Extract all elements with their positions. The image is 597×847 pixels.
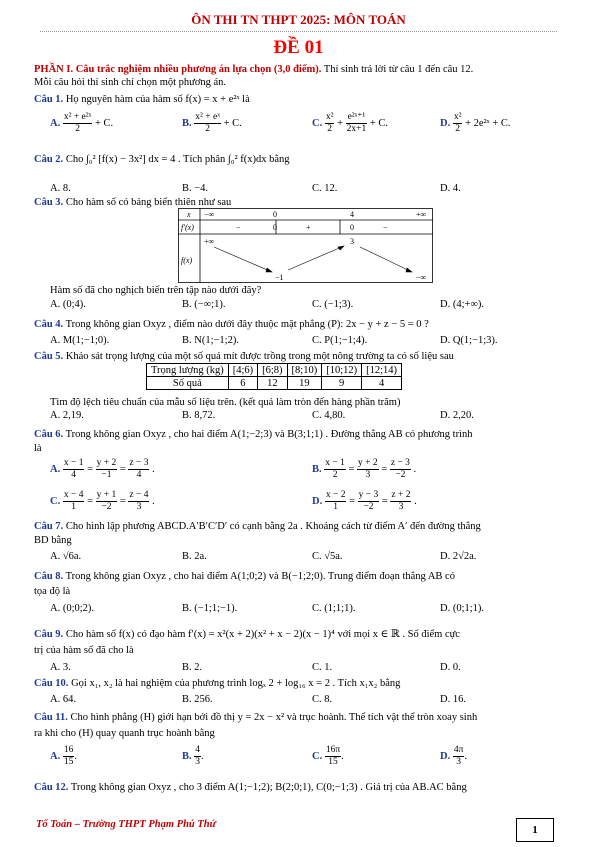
q6-option-b[interactable]: B. $\frac{x - 1}{2}$ = $\frac{y + 2}{3}$ = $\frac{z - 3}{-2}$ . — [312, 458, 417, 480]
svg-text:+∞: +∞ — [204, 237, 215, 246]
question-2: Câu 2. Cho ∫₀² [f(x) − 3x²] dx = 4 . Tích phân ∫₀² f(x)dx bằng — [34, 154, 290, 165]
question-3: Câu 3. Cho hàm số có bảng biến thiên như sau — [34, 197, 232, 208]
q9-option-b[interactable]: B. 2. — [182, 662, 203, 673]
svg-text:−: − — [236, 223, 241, 232]
question-11: Câu 11. Cho hình phẳng (H) giới hạn bởi đồ thị y = 2x − x² và trục hoành. Thể tích vật thể tròn xoay sinh — [34, 712, 478, 723]
q6-option-a[interactable]: A. $\frac{x - 1}{4}$ = $\frac{y + 2}{-1}$ = $\frac{z - 3}{4}$ . — [50, 458, 155, 480]
q1-option-a[interactable]: A. $\frac{\text{x² + e²ˣ}}{2}$ + C. — [50, 112, 114, 134]
q3-option-c[interactable]: C. (−1;3). — [312, 299, 354, 310]
q8-option-b[interactable]: B. (−1;1;−1). — [182, 603, 238, 614]
question-8-cont: tọa độ là — [34, 586, 71, 597]
question-4: Câu 4. Trong không gian Oxyz , điểm nào dưới đây thuộc mặt phẳng (P): 2x − y + z − 5 = 0 ? — [34, 319, 429, 330]
part1-instruction2: Mỗi câu hỏi thí sinh chỉ chọn một phương án. — [34, 77, 227, 88]
q8-option-a[interactable]: A. (0;0;2). — [50, 603, 95, 614]
part1-heading: PHẦN I. Câu trắc nghiệm nhiều phương án lựa chọn (3,0 điểm). Thí sinh trả lời từ câu 1 đến câu 12. — [34, 64, 474, 75]
variation-table — [178, 208, 433, 283]
svg-text:−∞: −∞ — [416, 273, 427, 282]
q1-option-b[interactable]: B. $\frac{\text{x² + eˣ}}{2}$ + C. — [182, 112, 242, 134]
q2-option-a[interactable]: A. 8. — [50, 183, 71, 194]
q7-option-d[interactable]: D. 2√2a. — [440, 551, 477, 562]
table-row: Trọng lượng (kg) [4;6) [6;8) [8;10) [10;12) [12;14) — [147, 364, 402, 377]
q11-option-d[interactable]: D. $\frac{4\pi}{3}$ . — [440, 745, 468, 767]
svg-text:−∞: −∞ — [204, 210, 215, 219]
q10-option-c[interactable]: C. 8. — [312, 694, 333, 705]
question-12: Câu 12. Trong không gian Oxyz , cho 3 điểm A(1;−1;2); B(2;0;1), C(0;−1;3) . Giá trị của AB.AC bằng — [34, 782, 467, 793]
q11-option-c[interactable]: C. $\frac{16\pi}{15}$ . — [312, 745, 344, 767]
q10-option-a[interactable]: A. 64. — [50, 694, 76, 705]
q4-option-a[interactable]: A. M(1;−1;0). — [50, 335, 110, 346]
footer-school: Tổ Toán – Trường THPT Phạm Phú Thứ — [36, 819, 216, 830]
q9-option-c[interactable]: C. 1. — [312, 662, 333, 673]
q9-option-a[interactable]: A. 3. — [50, 662, 71, 673]
question-11-cont: ra khi cho (H) quay quanh trục hoành bằng — [34, 728, 215, 739]
q2-option-c[interactable]: C. 12. — [312, 183, 338, 194]
question-5: Câu 5. Khảo sát trọng lượng của một số quả mít được trồng trong một nông trường ta có số liệu sau — [34, 351, 454, 362]
table-row: Số quả 6 12 19 9 4 — [147, 377, 402, 390]
question-9-cont: trị của hàm số đã cho là — [34, 645, 134, 656]
svg-text:x: x — [187, 210, 191, 219]
q9-option-d[interactable]: D. 0. — [440, 662, 461, 673]
q6-option-c[interactable]: C. $\frac{x - 4}{1}$ = $\frac{y + 1}{-2}$ = $\frac{z - 4}{3}$ . — [50, 490, 155, 512]
svg-text:f′(x): f′(x) — [181, 223, 194, 232]
q5-option-a[interactable]: A. 2,19. — [50, 410, 84, 421]
q3-option-a[interactable]: A. (0;4). — [50, 299, 86, 310]
question-7-cont: BD bằng — [34, 535, 72, 546]
question-3-prompt: Hàm số đã cho nghịch biến trên tập nào dưới đây? — [50, 285, 262, 296]
question-6: Câu 6. Trong không gian Oxyz , cho hai điểm A(1;−2;3) và B(3;1;1) . Đường thẳng AB có phương trình — [34, 429, 473, 440]
q6-option-d[interactable]: D. $\frac{x - 2}{1}$ = $\frac{y - 3}{-2}$ = $\frac{z + 2}{3}$ . — [312, 490, 417, 512]
svg-text:4: 4 — [350, 210, 354, 219]
q11-option-a[interactable]: A. $\frac{16}{15}$ . — [50, 745, 77, 767]
svg-text:−1: −1 — [275, 273, 284, 282]
q7-option-c[interactable]: C. √5a. — [312, 551, 343, 562]
q10-option-d[interactable]: D. 16. — [440, 694, 466, 705]
exam-number: ĐỀ 01 — [273, 37, 324, 58]
svg-text:f(x): f(x) — [181, 256, 193, 265]
svg-text:+∞: +∞ — [416, 210, 427, 219]
question-9: Câu 9. Cho hàm số f(x) có đạo hàm f′(x) = x²(x + 2)(x² + x − 2)(x − 1)⁴ với mọi x ∈ ℝ . Số điểm cực — [34, 629, 460, 640]
question-10: Câu 10. Gọi x₁, x₂ là hai nghiệm của phương trình logₓ 2 + log₁₆ x = 2 . Tích x₁x₂ bằng — [34, 678, 401, 689]
q1-option-d[interactable]: D. $\frac{\text{x²}}{2}$ + 2e²ˣ + C. — [440, 112, 511, 134]
svg-text:3: 3 — [350, 237, 354, 246]
q11-option-b[interactable]: B. $\frac{4}{3}$ . — [182, 745, 204, 767]
page-number: 1 — [516, 818, 554, 842]
q4-option-d[interactable]: D. Q(1;−1;3). — [440, 335, 498, 346]
frequency-table — [146, 363, 402, 390]
q5-option-b[interactable]: B. 8,72. — [182, 410, 216, 421]
svg-text:0: 0 — [350, 223, 354, 232]
q8-option-d[interactable]: D. (0;1;1). — [440, 603, 485, 614]
svg-text:0: 0 — [273, 223, 277, 232]
q4-option-b[interactable]: B. N(1;−1;2). — [182, 335, 239, 346]
question-7: Câu 7. Cho hình lập phương ABCD.A′B′C′D′ có cạnh bằng 2a . Khoảng cách từ điểm A′ đến đường thẳng — [34, 521, 481, 532]
question-6-cont: là — [34, 443, 42, 454]
header-divider — [40, 31, 557, 32]
svg-text:0: 0 — [273, 210, 277, 219]
q5-option-d[interactable]: D. 2,20. — [440, 410, 474, 421]
svg-text:−: − — [383, 223, 388, 232]
q3-option-d[interactable]: D. (4;+∞). — [440, 299, 485, 310]
q4-option-c[interactable]: C. P(1;−1;4). — [312, 335, 368, 346]
q10-option-b[interactable]: B. 256. — [182, 694, 213, 705]
q3-option-b[interactable]: B. (−∞;1). — [182, 299, 226, 310]
q8-option-c[interactable]: C. (1;1;1). — [312, 603, 356, 614]
question-8: Câu 8. Trong không gian Oxyz , cho hai điểm A(1;0;2) và B(−1;2;0). Trung điểm đoạn thẳng AB có — [34, 571, 455, 582]
svg-text:+: + — [306, 223, 311, 232]
q5-option-c[interactable]: C. 4,80. — [312, 410, 346, 421]
question-1: Câu 1. Họ nguyên hàm của hàm số f(x) = x + e²ˣ là — [34, 94, 250, 105]
q7-option-b[interactable]: B. 2a. — [182, 551, 207, 562]
q7-option-a[interactable]: A. √6a. — [50, 551, 82, 562]
q2-option-d[interactable]: D. 4. — [440, 183, 461, 194]
page-header-title: ÔN THI TN THPT 2025: MÔN TOÁN — [191, 12, 406, 27]
q1-option-c[interactable]: C. $\frac{\text{x²}}{2}$ + $\frac{\text{e²ˣ⁺¹}}{2x+1}$ + C. — [312, 112, 389, 134]
question-5-prompt: Tìm độ lệch tiêu chuẩn của mẫu số liệu trên. (kết quả làm tròn đến hàng phần trăm) — [50, 397, 401, 408]
q2-option-b[interactable]: B. −4. — [182, 183, 209, 194]
